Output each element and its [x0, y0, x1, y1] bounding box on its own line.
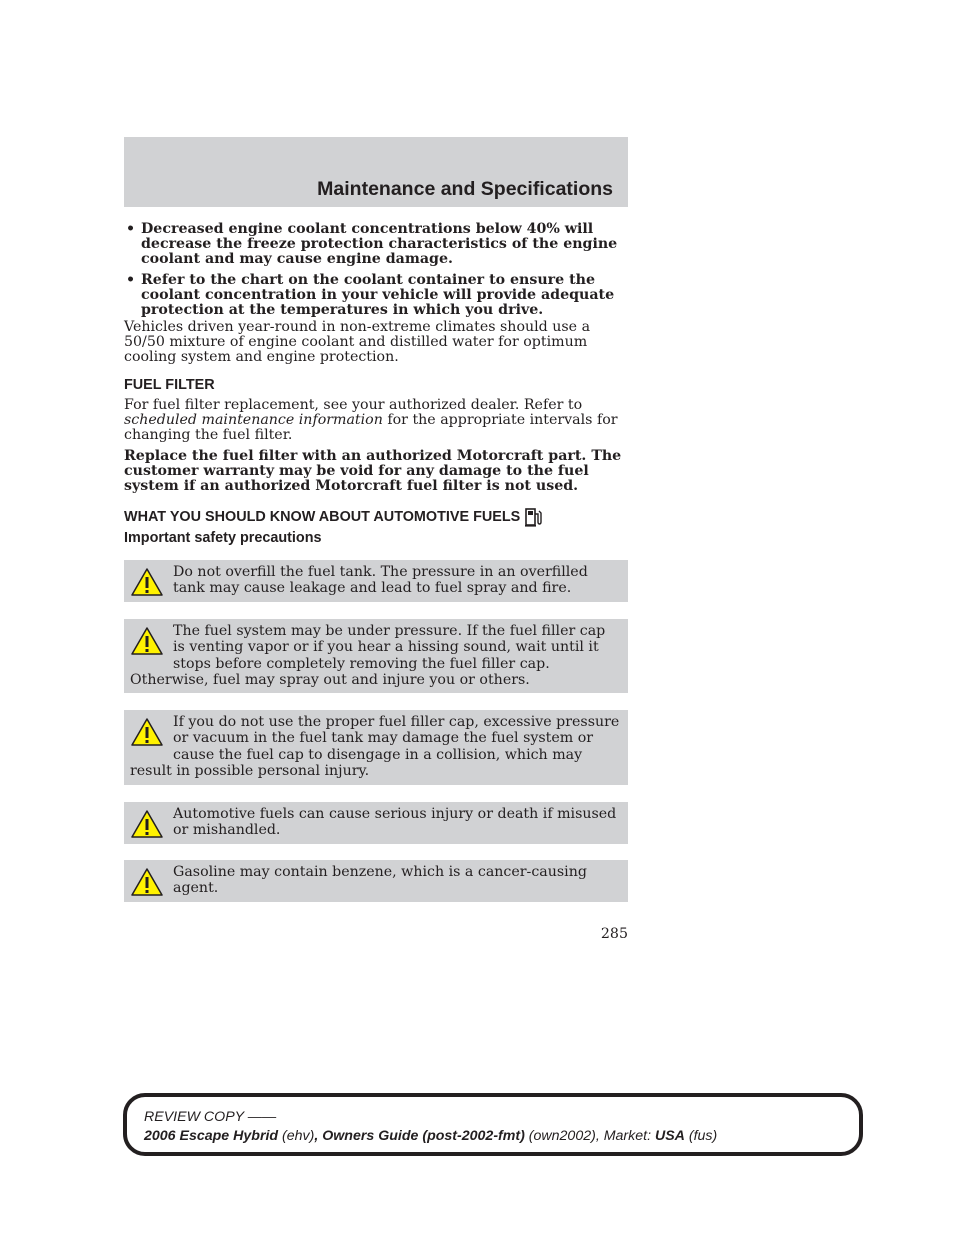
fuel-filter-text-1: For fuel filter replacement, see your authorized dealer. Refer to [124, 397, 583, 413]
warning-text: If you do not use the proper fuel filler cap, excessive pressure or vacuum in the fuel tank may damage the fuel system or cause the fuel cap to disengage in a collision, which may result in possible personal injury. [130, 714, 620, 780]
fuel-filter-text-2: for the appropriate intervals for changing the fuel filter. [124, 412, 618, 443]
fuel-pump-icon [524, 507, 542, 527]
fuel-filter-warning-paragraph: Replace the fuel filter with an authorized Motorcraft part. The customer warranty may be void for any damage to the fuel system if an authorized Motorcraft fuel filter is not used. [124, 448, 622, 494]
warning-text: The fuel system may be under pressure. If the fuel filler cap is venting vapor or if you hear a hissing sound, wait until it stops before completely removing the fuel filler cap. Otherwise, fuel may spray out and injure you or others. [130, 623, 606, 689]
bullet-item [124, 273, 628, 318]
warning-text: Automotive fuels can cause serious injury or death if misused or mishandled. [173, 806, 617, 839]
section-title: Maintenance and Specifications [317, 178, 613, 200]
bullet-list [124, 222, 628, 318]
warning-text: Do not overfill the fuel tank. The pressure in an overfilled tank may cause leakage and lead to fuel spray and fire. [173, 564, 588, 597]
review-market-code: (fus) [684, 1128, 718, 1144]
warning-box [124, 802, 628, 844]
warning-triangle-icon [130, 808, 164, 840]
warning-box [124, 860, 628, 902]
section-header-band [124, 137, 628, 207]
warning-box [124, 560, 628, 602]
bullet-dot: • [126, 272, 136, 288]
warning-box [124, 619, 628, 693]
warning-triangle-icon [130, 716, 164, 748]
automotive-fuels-heading-text: WHAT YOU SHOULD KNOW ABOUT AUTOMOTIVE FUELS [124, 508, 521, 525]
coolant-paragraph: Vehicles driven year-round in non-extreme climates should use a 50/50 mixture of engine coolant and distilled water for optimum cooling system and engine protection. [124, 319, 591, 365]
warning-triangle-icon [130, 566, 164, 598]
warning-triangle-icon [130, 866, 164, 898]
review-market: USA [654, 1128, 685, 1144]
fuel-filter-heading: FUEL FILTER [124, 377, 215, 393]
warning-box [124, 710, 628, 785]
review-model: 2006 Escape Hybrid [144, 1128, 279, 1144]
main-content [124, 222, 628, 547]
review-copy-details [144, 1127, 859, 1146]
review-copy-box [123, 1093, 863, 1156]
bullet-dot: • [126, 221, 136, 237]
bullet-text: Decreased engine coolant concentrations below 40% will decrease the freeze protection characteristics of the engine coolant and may cause engine damage. [141, 221, 618, 267]
fuel-filter-paragraph [124, 398, 628, 443]
review-copy-label: REVIEW COPY —— [144, 1109, 277, 1125]
bullet-text: Refer to the chart on the coolant container to ensure the coolant concentration in your vehicle will provide adequate protection at the temperatures in which you drive. [141, 272, 615, 318]
automotive-fuels-heading [124, 507, 628, 527]
review-guide-code: (own2002) [524, 1128, 596, 1144]
page-number: 285 [600, 926, 628, 942]
warning-triangle-icon [130, 625, 164, 657]
warning-text: Gasoline may contain benzene, which is a cancer-causing agent. [173, 864, 587, 897]
bullet-item [124, 222, 628, 267]
review-guide: Owners Guide (post-2002-fmt) [322, 1128, 525, 1144]
review-market-label: , Market: [595, 1128, 655, 1144]
review-separator: , [314, 1128, 323, 1144]
review-model-code: (ehv) [278, 1128, 315, 1144]
fuel-filter-reference: scheduled maintenance information [124, 412, 383, 428]
safety-precautions-subheading: Important safety precautions [124, 530, 322, 546]
